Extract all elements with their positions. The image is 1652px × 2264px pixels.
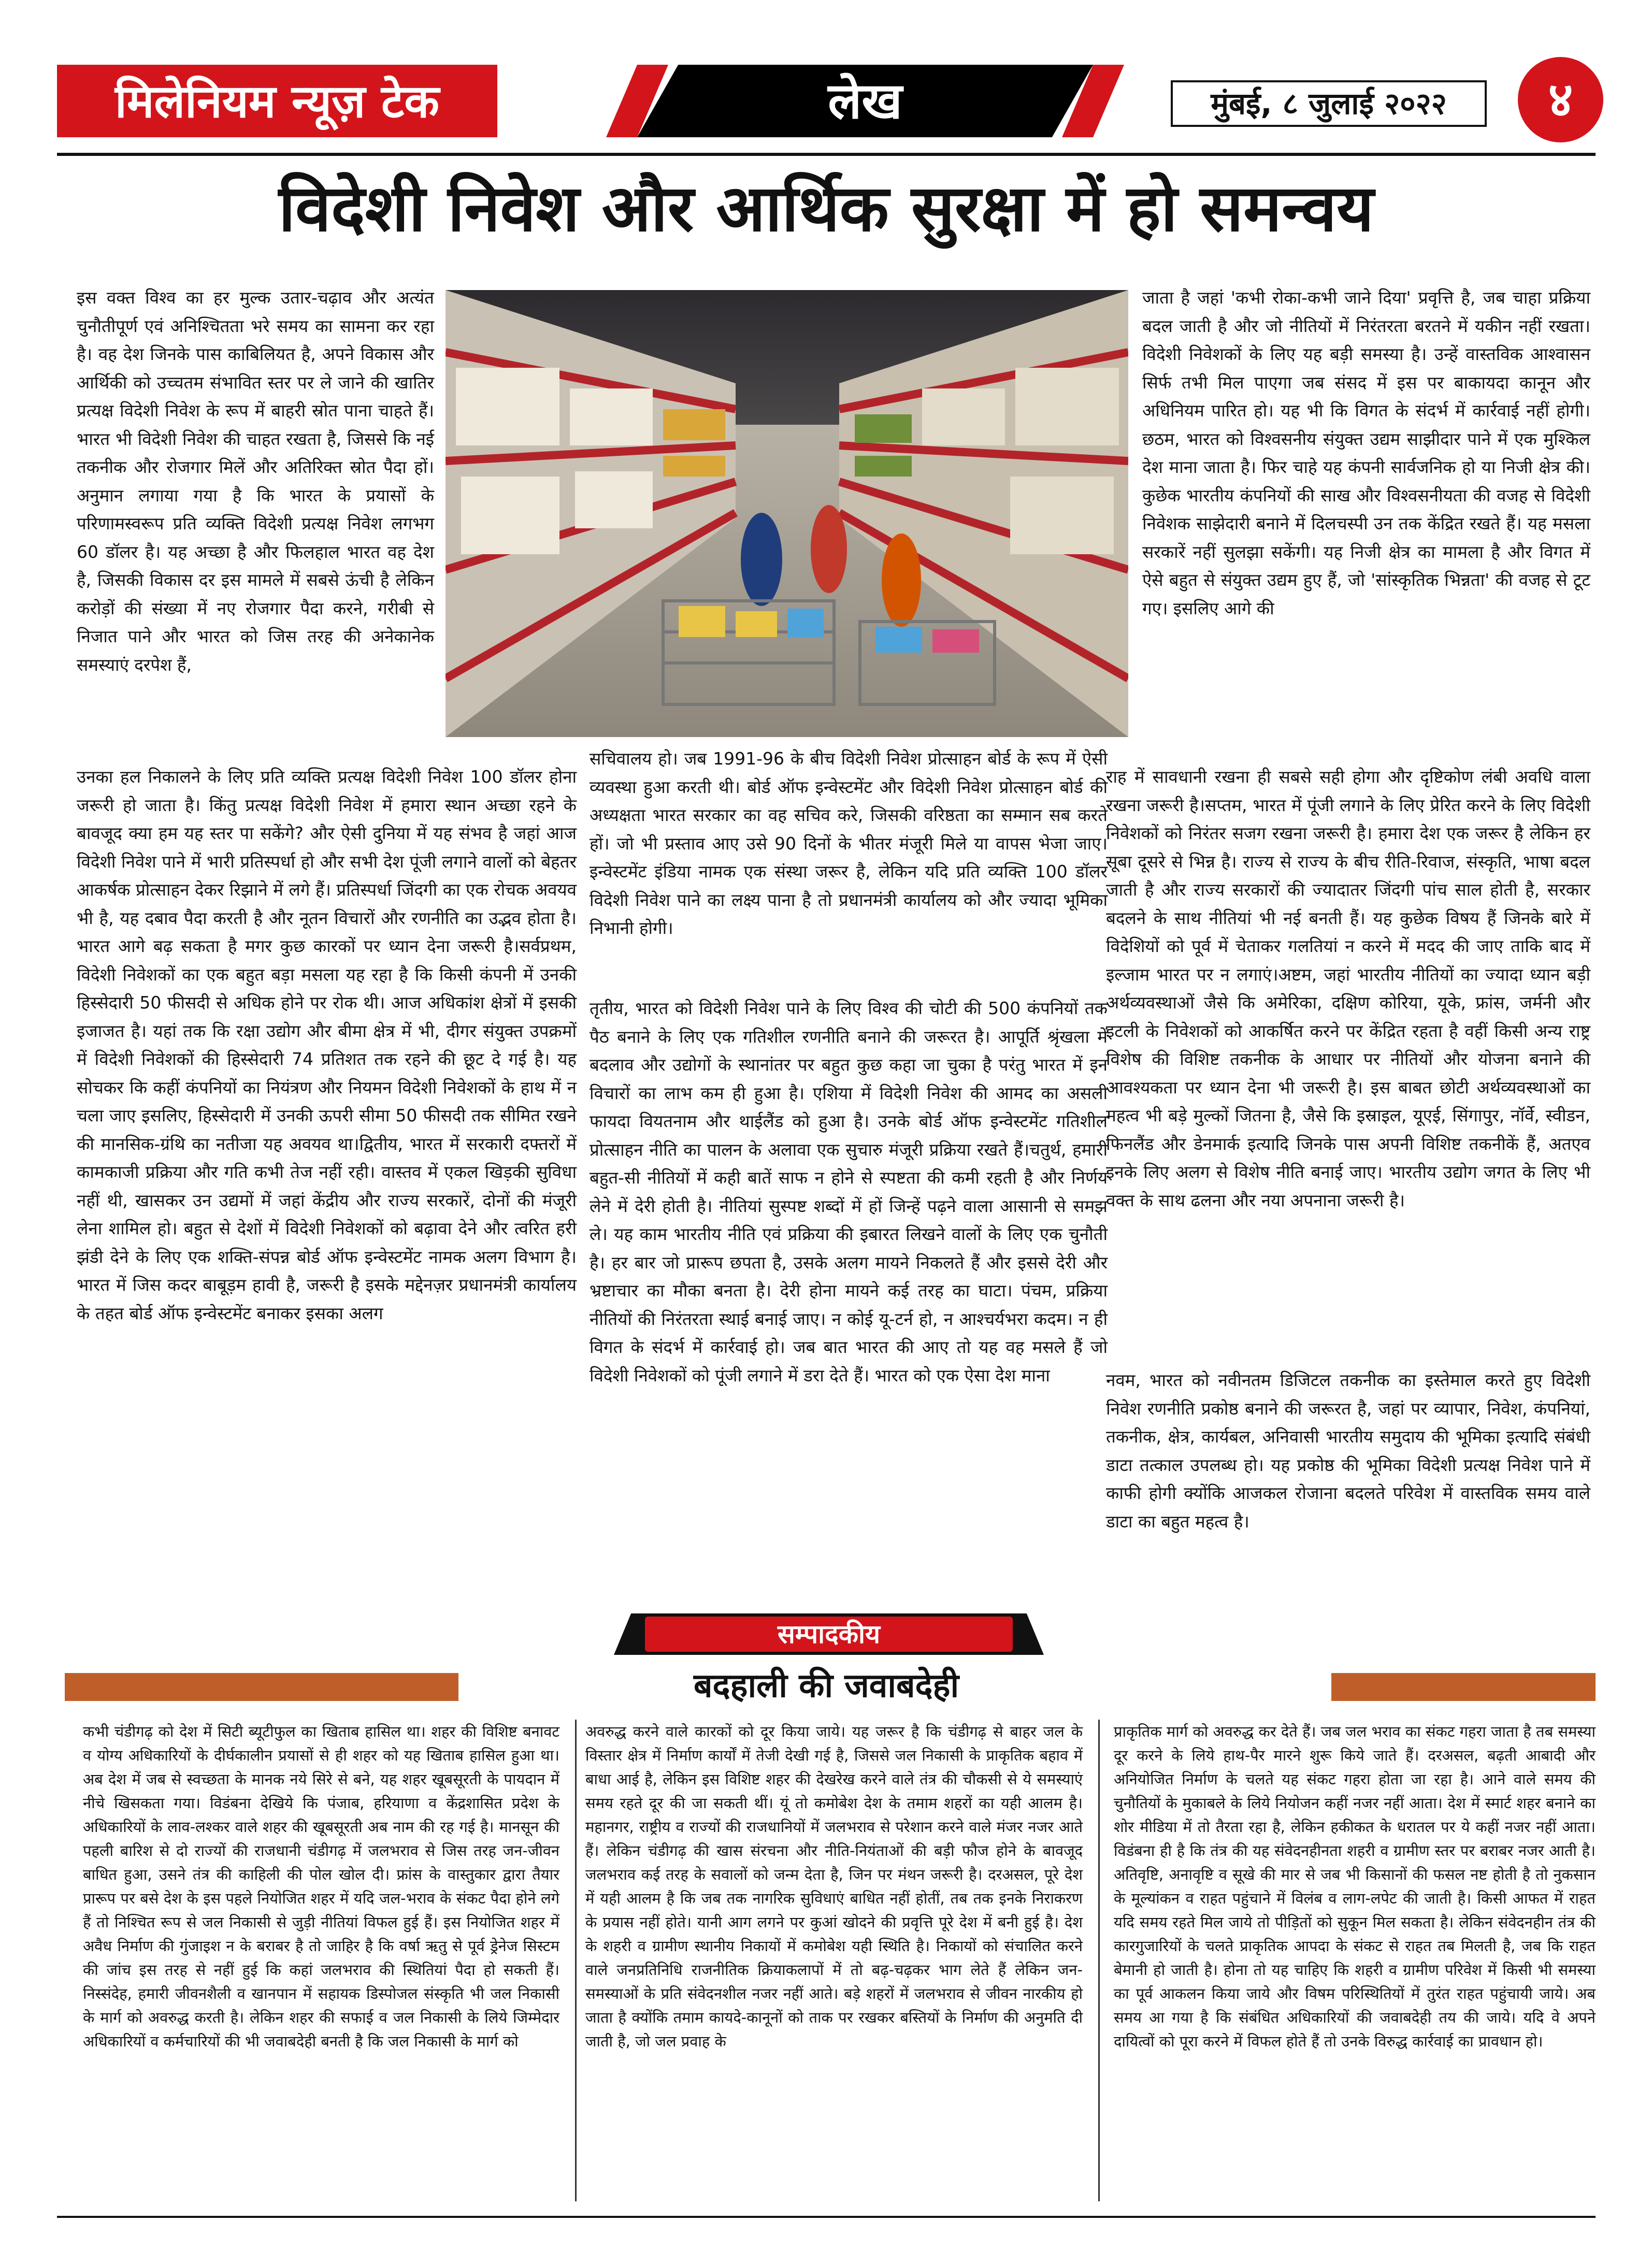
editorial-col3: प्राकृतिक मार्ग को अवरुद्ध कर देते हैं। जब जल भराव का संकट गहरा जाता है तब समस्या दूर करने के लिये हाथ-पैर मारने शुरू किये जाते हैं। दरअसल, बढ़ती आबादी और अनियोजित निर्माण के चलते यह संकट गहरा होता जा रहा है। आने वाले समय की चुनौतियों के मुकाबले के लिये नियोजन कहीं नजर नहीं आता। देश में स्मार्ट शहर बनाने का शोर मीडिया में तो तैरता रहा है, लेकिन हकीकत के धरातल पर ये कहीं नजर नहीं आता। विडंबना ही है कि तंत्र की यह संवेदनहीनता शहरी व ग्रामीण स्तर पर बराबर नजर आती है। अतिवृष्टि, अनावृष्टि व सूखे की मार से जब भी किसानों की फसल नष्ट होती है तो नुकसान के मूल्यांकन व राहत पहुंचाने में विलंब व लाग-लपेट की जाती है। किसी आफत में राहत यदि समय रहते मिल जाये तो पीड़ितों को सुकून मिल सकता है। लेकिन संवेदनहीन तंत्र की कारगुजारियों के चलते प्राकृतिक आपदा के संकट से राहत तब मिलती है, जब कि राहत बेमानी हो जाती है। होना तो यह चाहिए कि शहरी व ग्रामीण परिवेश में किसी भी समस्या का पूर्व आकलन किया जाये और विषम परिस्थितियों में तुरंत राहत पहुंचायी जाये। अब समय आ गया है कि संबंधित अधिकारियों की जवाबदेही तय की जाये। यदि वे अपने दायित्वों को पूरा करने में विफल होते हैं तो उनके विरुद्ध कार्रवाई का प्रावधान हो।: [1114, 1723, 1596, 2050]
editorial-col2: अवरुद्ध करने वाले कारकों को दूर किया जाये। यह जरूर है कि चंडीगढ़ से बाहर जल के विस्तार क्षेत्र में निर्माण कार्यों में तेजी देखी गई है, जिससे जल निकासी के प्राकृतिक बहाव में बाधा आई है, लेकिन इस विशिष्ट शहर की देखरेख करने वाले तंत्र की चौकसी से ये समस्याएं समय रहते दूर की जा सकती थीं। यूं तो कमोबेश देश के तमाम शहरों का यही आलम है। महानगर, राष्ट्रीय व राज्यों की राजधानियों में जलभराव से परेशान करने वाले मंजर नजर आते हैं। लेकिन चंडीगढ़ की खास संरचना और नीति-नियंताओं की बड़ी फौज होने के बावजूद जलभराव कई तरह के सवालों को जन्म देता है, जिन पर मंथन जरूरी है। दरअसल, पूरे देश में यही आलम है कि जब तक नागरिक सुविधाएं बाधित नहीं होतीं, तब तक इनके निराकरण के प्रयास नहीं होते। यानी आग लगने पर कुआं खोदने की प्रवृत्ति पूरे देश में बनी हुई है। देश के शहरी व ग्रामीण स्थानीय निकायों में कमोबेश यही स्थिति है। निकायों को संचालित करने वाले जनप्रतिनिधि राजनीतिक क्रियाकलापों में तो बढ़-चढ़कर भाग लेते हैं लेकिन जन-समस्याओं के प्रति संवेदनशील नजर नहीं आते। बड़े शहरों में जलभराव से जीवन नारकीय हो जाता है क्योंकि तमाम कायदे-कानूनों को ताक पर रखकर बस्तियों के निर्माण की अनुमति दी जाती है, जो जल प्रवाह के: [585, 1723, 1083, 2050]
masthead-rule: [57, 153, 1596, 156]
article-headline: विदेशी निवेश और आर्थिक सुरक्षा में हो समन्वय: [278, 171, 1374, 246]
article-col3-top: जाता है जहां 'कभी रोका-कभी जाने दिया' प्रवृत्ति है, जब चाहा प्रक्रिया बदल जाती है और जो नीतियों में निरंतरता बरतने में यकीन नहीं रखता। विदेशी निवेशकों के लिए यह बड़ी समस्या है। उन्हें वास्तविक आश्वासन सिर्फ तभी मिल पाएगा जब संसद में इस पर बाकायदा कानून और अधिनियम पारित हो। यह भी कि विगत के संदर्भ में कार्रवाई नहीं होगी।छठम, भारत को विश्वसनीय संयुक्त उद्यम साझीदार पाने में एक मुश्किल देश माना जाता है। फिर चाहे यह कंपनी सार्वजनिक हो या निजी क्षेत्र की। कुछेक भारतीय कंपनियों की साख और विश्वसनीयता की वजह से विदेशी निवेशक साझेदारी बनाने में दिलचस्पी उन तक केंद्रित रखते हैं। यह मसला सरकारें नहीं सुलझा सकेंगी। यह निजी क्षेत्र का मामला है और विगत में ऐसे बहुत से संयुक्त उद्यम हुए हैं, जो 'सांस्कृतिक भिन्नता' की वजह से टूट गए। इसलिए आगे की: [1142, 287, 1590, 618]
section-name: लेख: [828, 71, 902, 130]
masthead: [57, 49, 1596, 153]
article-col1-top: इस वक्त विश्व का हर मुल्क उतार-चढ़ाव और अत्यंत चुनौतीपूर्ण एवं अनिश्चितता भरे समय का सामना कर रहा है। वह देश जिनके पास काबिलियत है, अपने विकास और आर्थिकी को उच्चतम संभावित स्तर पर ले जाने की खातिर प्रत्यक्ष विदेशी निवेश के रूप में बाहरी स्रोत पाना चाहते हैं। भारत भी विदेशी निवेश की चाहत रखता है, जिससे कि नई तकनीक और रोजगार मिलें और अतिरिक्त स्रोत पैदा हों। अनुमान लगाया गया है कि भारत के प्रयासों के परिणामस्वरूप प्रति व्यक्ति विदेशी प्रत्यक्ष निवेश लगभग 60 डॉलर है। यह अच्छा है और फिलहाल भारत वह देश है, जिसकी विकास दर इस मामले में सबसे ऊंची है लेकिन करोड़ों की संख्या में नए रोजगार पैदा करने, गरीबी से निजात पाने और भारत को जिस तरह की अनेकानेक समस्याएं दरपेश हैं,: [77, 287, 434, 675]
editorial-col1: कभी चंडीगढ़ को देश में सिटी ब्यूटीफुल का खिताब हासिल था। शहर की विशिष्ट बनावट व योग्य अधिकारियों के दीर्घकालीन प्रयासों से ही शहर को यह खिताब हासिल हुआ था। अब देश में जब से स्वच्छता के मानक नये सिरे से बने, यह शहर खूबसूरती के पायदान में नीचे खिसकता गया। विडंबना देखिये कि पंजाब, हरियाणा व केंद्रशासित प्रदेश के अधिकारियों के लाव-लश्कर वाले शहर की खूबसूरती अब नाम की रह गई है। मानसून की पहली बारिश से दो राज्यों की राजधानी चंडीगढ़ में जलभराव से जिस तरह जन-जीवन बाधित हुआ, उसने तंत्र की काहिली की पोल खोल दी। फ्रांस के वास्तुकार द्वारा तैयार प्रारूप पर बसे देश के इस पहले नियोजित शहर में यदि जल-भराव के संकट पैदा होने लगे हैं तो निश्चित रूप से जल निकासी से जुड़ी नीतियां विफल हुई हैं। इस नियोजित शहर में अवैध निर्माण की गुंजाइश न के बराबर है तो जाहिर है कि वर्षा ऋतु से पूर्व ड्रेनेज सिस्टम की जांच इस तरह से नहीं हुई कि कहां जलभराव की स्थितियां पैदा हो सकती हैं। निस्संदेह, हमारी जीवनशैली व खानपान में सहायक डिस्पोजल संस्कृति भी जल निकासी के मार्ग को अवरुद्ध करती है। लेकिन शहर की सफाई व जल निकासी के लिये जिम्मेदार अधिकारियों व कर्मचारियों की भी जवाबदेही बनती है कि जल निकासी के मार्ग को: [83, 1723, 559, 2050]
supermarket-aisle-photo: [446, 290, 1128, 737]
issue-date: मुंबई, ८ जुलाई २०२२: [1171, 80, 1487, 127]
editorial-label-banner: [614, 1613, 1044, 1655]
editorial-bar-right: [1331, 1673, 1596, 1701]
page-number: ४: [1518, 57, 1603, 142]
article-col1-bottom: उनका हल निकालने के लिए प्रति व्यक्ति प्रत्यक्ष विदेशी निवेश 100 डॉलर होना जरूरी हो जाता है। किंतु प्रत्यक्ष विदेशी निवेश में हमारा स्थान अच्छा रहने के बावजूद क्या हम यह स्तर पा सकेंगे? और ऐसी दुनिया में यह संभव है जहां आज विदेशी निवेश पाने में भारी प्रतिस्पर्धा हो और सभी देश पूंजी लगाने वालों को बेहतर आकर्षक प्रोत्साहन देकर रिझाने में लगे हैं। प्रतिस्पर्धा जिंदगी का एक रोचक अवयव भी है, यह दबाव पैदा करती है और नूतन विचारों और रणनीति का उद्भव होता है। भारत आगे बढ़ सकता है मगर कुछ कारकों पर ध्यान देना जरूरी है।सर्वप्रथम, विदेशी निवेशकों का एक बहुत बड़ा मसला यह रहा है कि किसी कंपनी में उनकी हिस्सेदारी 50 फीसदी से अधिक होने पर रोक थी। आज अधिकांश क्षेत्रों में इसकी इजाजत है। यहां तक कि रक्षा उद्योग और बीमा क्षेत्र में भी, दीगर संयुक्त उपक्रमों में विदेशी निवेशकों की हिस्सेदारी 74 प्रतिशत तक रहने की छूट दे गई है। यह सोचकर कि कहीं कंपनियों का नियंत्रण और नियमन विदेशी निवेशकों के हाथ में न चला जाए इसलिए, हिस्सेदारी में उनकी ऊपरी सीमा 50 फीसदी तक सीमित रखने की मानसिक-ग्रंथि का नतीजा यह अवयव था।द्वितीय, भारत में सरकारी दफ्तरों में कामकाजी प्रक्रिया और गति कभी तेज नहीं रही। वास्तव में एकल खिड़की सुविधा नहीं थी, खासकर उन उद्यमों में जहां केंद्रीय और राज्य सरकारें, दोनों की मंजूरी लेना शामिल हो। बहुत से देशों में विदेशी निवेशकों को बढ़ावा देने और त्वरित हरी झंडी देने के लिए एक शक्ति-संपन्न बोर्ड ऑफ इन्वेस्टमेंट नामक अलग विभाग है। भारत में जिस कदर बाबूड़म हावी है, जरूरी है इसके मद्देनज़र प्रधानमंत्री कार्यालय के तहत बोर्ड ऑफ इन्वेस्टमेंट बनाकर इसका अलग: [77, 767, 577, 1323]
column-divider: [1098, 1720, 1100, 2201]
column-divider: [575, 1720, 577, 2201]
article-col3-end: नवम, भारत को नवीनतम डिजिटल तकनीक का इस्तेमाल करते हुए विदेशी निवेश रणनीति प्रकोष्ठ बनाने की जरूरत है, जहां पर व्यापार, निवेश, कंपनियां, तकनीक, क्षेत्र, कार्यबल, अनिवासी भारतीय समुदाय की भूमिका इत्यादि संबंधी डाटा तत्काल उपलब्ध हो। यह प्रकोष्ठ की भूमिका विदेशी प्रत्यक्ष निवेश पाने में काफी होगी क्योंकि आजकल रोजाना बदलते परिवेश में वास्तविक समय वाले डाटा का बहुत महत्व है।: [1106, 1370, 1590, 1532]
photo-illustration: [446, 290, 1128, 737]
editorial-bar-left: [65, 1673, 458, 1701]
article-col2-a: सचिवालय हो। जब 1991-96 के बीच विदेशी निवेश प्रोत्साहन बोर्ड के रूप में ऐसी व्यवस्था हुआ करती थी। बोर्ड ऑफ इन्वेस्टमेंट और विदेशी निवेश प्रोत्साहन बोर्ड की अध्यक्षता भारत सरकार का वह सचिव करे, जिसकी वरिष्ठता का सम्मान सब करते हों। जो भी प्रस्ताव आए उसे 90 दिनों के भीतर मंजूरी मिले या वापस भेजा जाए। इन्वेस्टमेंट इंडिया नामक एक संस्था जरूर है, लेकिन यदि प्रति व्यक्ति 100 डॉलर विदेशी निवेश पाने का लक्ष्य पाना है तो प्रधानमंत्री कार्यालय को और ज्यादा भूमिका निभानी होगी।: [590, 748, 1108, 938]
editorial-title: बदहाली की जवाबदेही: [693, 1667, 959, 1705]
article-col3-bottom: राह में सावधानी रखना ही सबसे सही होगा और दृष्टिकोण लंबी अवधि वाला रखना जरूरी है।सप्तम, भारत में पूंजी लगाने के लिए प्रेरित करने के लिए विदेशी निवेशकों को निरंतर सजग रखना जरूरी है। हमारा देश एक जरूर है लेकिन हर सूबा दूसरे से भिन्न है। राज्य से राज्य के बीच रीति-रिवाज, संस्कृति, भाषा बदल जाती है और राज्य सरकारों की ज्यादातर जिंदगी पांच साल होती है, सरकार बदलने के साथ नीतियां भी नई बनती हैं। यह कुछेक विषय हैं जिनके बारे में विदेशियों को पूर्व में चेताकर गलतियां न करने में मदद की जाए ताकि बाद में इल्जाम भारत पर न लगाएं।अष्टम, जहां भारतीय नीतियों का ज्यादा ध्यान बड़ी अर्थव्यवस्थाओं जैसे कि अमेरिका, दक्षिण कोरिया, यूके, फ्रांस, जर्मनी और इटली के निवेशकों को आकर्षित करने पर केंद्रित रहता है वहीं किसी अन्य राष्ट्र विशेष की विशिष्ट तकनीक के आधार पर नीतियों और योजना बनाने की आवश्यकता पर ध्यान देना भी जरूरी है। इस बाबत छोटी अर्थव्यवस्थाओं का महत्व भी बड़े मुल्कों जितना है, जैसे कि इस्राइल, यूएई, सिंगापुर, नॉर्वे, स्वीडन, फिनलैंड और डेनमार्क इत्यादि जिनके पास अपनी विशिष्ट तकनीकें हैं, अतएव इनके लिए अलग से विशेष नीति बनाई जाए। भारतीय उद्योग जगत के लिए भी वक्त के साथ ढलना और नया अपनाना जरूरी है।: [1106, 767, 1590, 1210]
editorial-label: सम्पादकीय: [645, 1617, 1013, 1652]
footer-rule: [57, 2216, 1596, 2218]
article-col2-b: तृतीय, भारत को विदेशी निवेश पाने के लिए विश्व की चोटी की 500 कंपनियों तक पैठ बनाने के लिए एक गतिशील रणनीति बनाने की जरूरत है। आपूर्ति श्रृंखला में बदलाव और उद्योगों के स्थानांतर पर बहुत कुछ कहा जा चुका है परंतु भारत में इन विचारों का लाभ कम ही हुआ है। एशिया में विदेशी निवेश की आमद का असली फायदा वियतनाम और थाईलैंड को हुआ है। उनके बोर्ड ऑफ इन्वेस्टमेंट गतिशील प्रोत्साहन नीति का पालन के अलावा एक सुचारु मंजूरी प्रक्रिया रखते हैं।चतुर्थ, हमारी बहुत-सी नीतियों में कही बातें साफ न होने से स्पष्टता की कमी रहती है और निर्णय लेने में देरी होती है। नीतियां सुस्पष्ट शब्दों में हों जिन्हें पढ़ने वाला आसानी से समझ ले। यह काम भारतीय नीति एवं प्रक्रिया की इबारत लिखने वालों के लिए एक चुनौती है। हर बार जो प्रारूप छपता है, उसके अलग मायने निकलते हैं और इससे देरी और भ्रष्टाचार का मौका बनता है। देरी होना मायने कई तरह का घाटा। पंचम, प्रक्रिया नीतियों की निरंतरता स्थाई बनाई जाए। न कोई यू-टर्न हो, न आश्चर्यभरा कदम। न ही विगत के संदर्भ में कार्रवाई हो। जब बात भारत की आए तो यह वह मसले हैं जो विदेशी निवेशकों को पूंजी लगाने में डरा देते हैं। भारत को एक ऐसा देश माना: [590, 998, 1108, 1386]
brand-logo: मिलेनियम न्यूज़ टेक: [57, 65, 497, 137]
